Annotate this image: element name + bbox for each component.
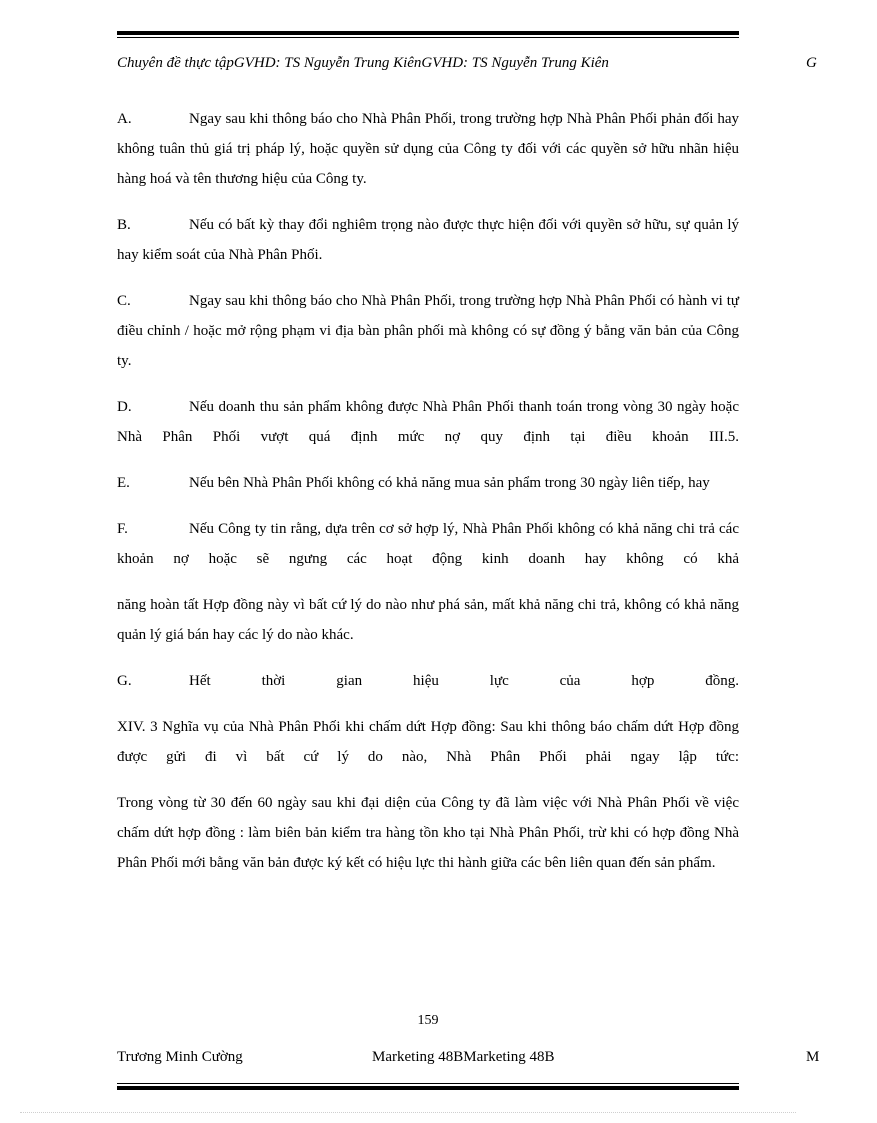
paragraph-text: XIV. 3 Nghĩa vụ của Nhà Phân Phối khi chấm dứt Hợp đồng: Sau khi thông báo chấm dứt Hợp đồng được gửi đi vì bất cứ lý do nào, Nhà Phân Phối phải ngay lập tức: (117, 719, 739, 765)
page-edge-divider (20, 1112, 796, 1113)
paragraph-e (117, 468, 739, 498)
paragraph-label: B. (117, 217, 131, 233)
paragraph-f (117, 514, 739, 574)
paragraph-c (117, 286, 739, 376)
document-body (117, 104, 739, 894)
paragraph-obligation (117, 788, 739, 878)
footer-author: Trương Minh Cường (117, 1049, 243, 1065)
paragraph-label: A. (117, 111, 132, 127)
paragraph-label: C. (117, 293, 131, 309)
paragraph-g (117, 666, 739, 696)
page-number: 159 (417, 1013, 439, 1028)
paragraph-text: Hết thời gian hiệu lực của hợp đồng. (189, 673, 739, 689)
paragraph-text: Trong vòng từ 30 đến 60 ngày sau khi đại diện của Công ty đã làm việc với Nhà Phân Phối về việc chấm dứt hợp đồng : làm biên bản kiểm tra hàng tồn kho tại Nhà Phân Phối, trừ khi có hợp đồng Nhà Phân Phối mới bằng văn bản được ký kết có hiệu lực thi hành giữa các bên liên quan đến sản phẩm. (117, 795, 739, 871)
running-header: Chuyên đề thực tậpGVHD: TS Nguyễn Trung KiênGVHD: TS Nguyễn Trung Kiên (117, 55, 609, 71)
paragraph-a (117, 104, 739, 194)
paragraph-label: G. (117, 673, 132, 689)
paragraph-text: Nếu doanh thu sản phẩm không được Nhà Phân Phối thanh toán trong vòng 30 ngày hoặc Nhà Phân Phối vượt quá định mức nợ quy định tại điều khoản III.5. (117, 399, 739, 445)
paragraph-b (117, 210, 739, 270)
paragraph-label: D. (117, 399, 132, 415)
paragraph-label: E. (117, 475, 130, 491)
running-header-overflow: G (806, 55, 817, 71)
footer-overflow: M (806, 1049, 820, 1065)
paragraph-text: năng hoàn tất Hợp đồng này vì bất cứ lý do nào như phá sản, mất khả năng chi trả, không có khả năng quản lý giá bán hay các lý do nào khác. (117, 597, 739, 643)
paragraph-label: F. (117, 521, 128, 537)
paragraph-d (117, 392, 739, 452)
paragraph-text: Nếu bên Nhà Phân Phối không có khả năng mua sản phẩm trong 30 ngày liên tiếp, hay (189, 475, 710, 491)
footer-rule (117, 1083, 739, 1090)
paragraph-text: Nếu có bất kỳ thay đổi nghiêm trọng nào được thực hiện đối với quyền sở hữu, sự quản lý hay kiểm soát của Nhà Phân Phối. (117, 217, 739, 263)
header-rule (117, 31, 739, 38)
paragraph-text: Ngay sau khi thông báo cho Nhà Phân Phối, trong trường hợp Nhà Phân Phối có hành vi tự điều chỉnh / hoặc mở rộng phạm vi địa bàn phân phối mà không có sự đồng ý bằng văn bản của Công ty. (117, 293, 739, 369)
paragraph-text: Ngay sau khi thông báo cho Nhà Phân Phối, trong trường hợp Nhà Phân Phối phản đối hay không tuân thủ giá trị pháp lý, hoặc quyền sử dụng của Công ty đối với các quyền sở hữu nhãn hiệu hàng hoá và tên thương hiệu của Công ty. (117, 111, 739, 187)
paragraph-xiv-3 (117, 712, 739, 772)
paragraph-text: Nếu Công ty tin rằng, dựa trên cơ sở hợp lý, Nhà Phân Phối không có khả năng chi trả các khoản nợ hoặc sẽ ngưng các hoạt động kinh doanh hay không có khả (117, 521, 739, 567)
footer-class: Marketing 48BMarketing 48B (372, 1049, 555, 1065)
paragraph-f-continued (117, 590, 739, 650)
